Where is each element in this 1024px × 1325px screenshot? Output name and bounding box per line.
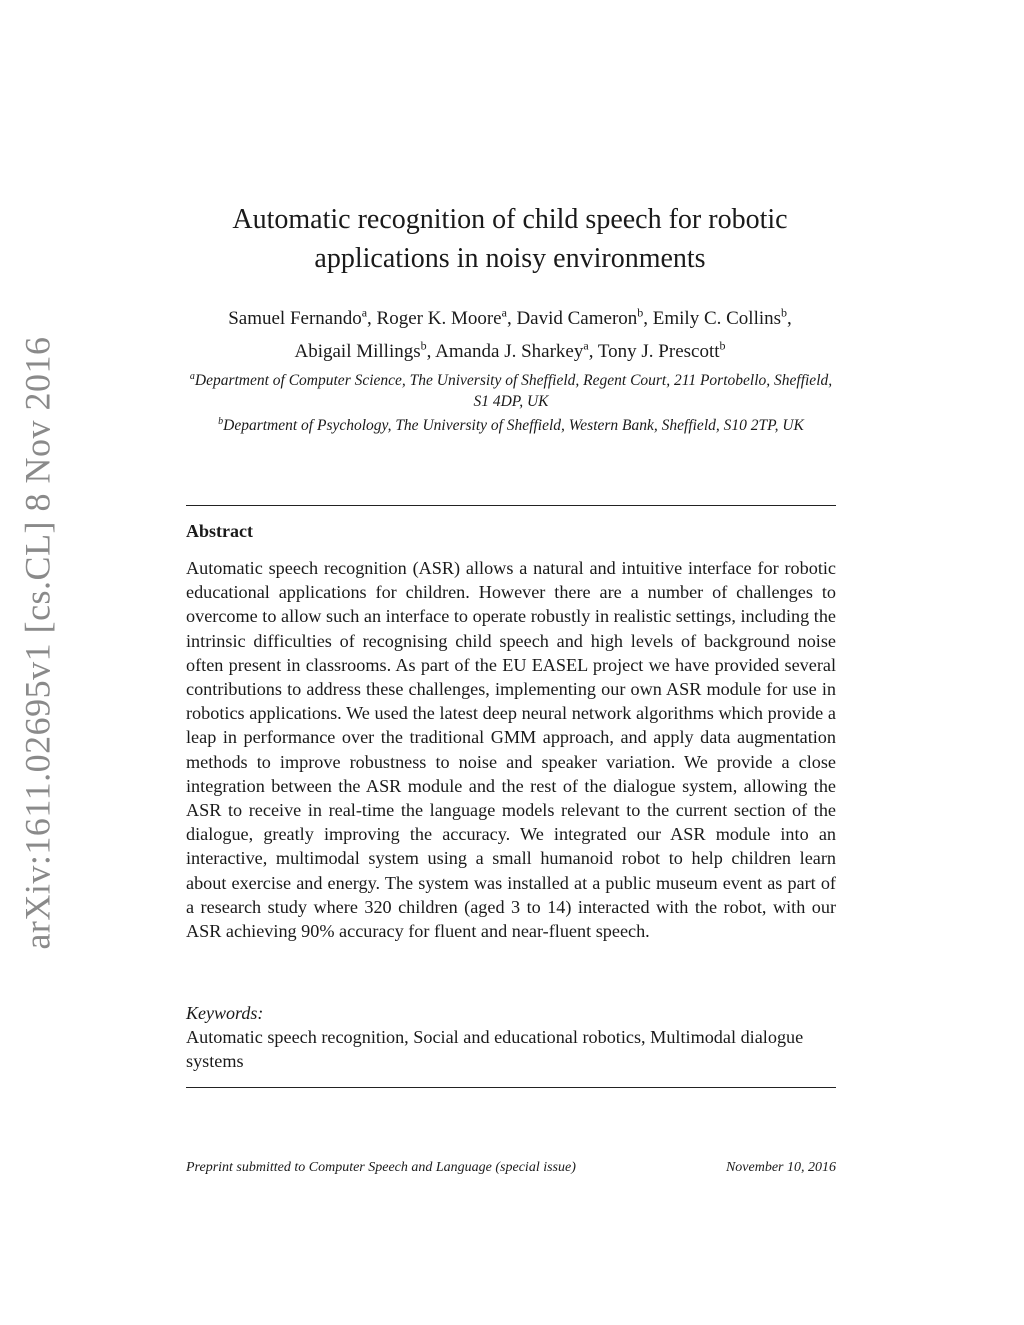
- author-2: Roger K. Moore$^a$,: [376, 306, 517, 330]
- arxiv-identifier-stamp: [10, 336, 65, 950]
- affiliations: [186, 367, 836, 437]
- footer-journal: Preprint submitted to Computer Speech and Language (special issue): [186, 1160, 576, 1175]
- preprint-footer: [186, 1160, 836, 1176]
- keywords-text: Automatic speech recognition, Social and educational robotics, Multimodal dialogue systems: [186, 1027, 804, 1071]
- abstract-top-rule: [186, 505, 836, 506]
- author-6: Amanda J. Sharkey$^a$,: [435, 338, 598, 362]
- author-5: Abigail Millings$^b$,: [294, 338, 436, 362]
- author-4: Emily C. Collins$^b$,: [652, 306, 792, 330]
- affiliation-a: $^a$Department of Computer Science, The University of Sheffield, Regent Court, 211 Portobello, Sheffield, S1 4DP, UK: [189, 371, 833, 410]
- abstract-bottom-rule: [186, 1087, 836, 1088]
- abstract-heading: Abstract: [186, 521, 253, 541]
- paper-title: Automatic recognition of child speech for robotic applications in noisy environments: [232, 204, 788, 274]
- footer-date: November 10, 2016: [725, 1160, 836, 1175]
- arxiv-identifier-text: arXiv:1611.02695v1 [cs.CL] 8 Nov 2016: [17, 336, 58, 950]
- abstract-text: Automatic speech recognition (ASR) allows a natural and intuitive interface for robotic educational applications for children. However there are a number of challenges to overcome to allow such an interface to operate robustly in realistic settings, including the intrinsic difficulties of recognising child speech and high levels of background noise often present in classrooms. As part of the EU EASEL project we have provided several contributions to address these challenges, implementing our own ASR module for use in robotics applications. We used the latest deep neural network algorithms which provide a leap in performance over the traditional GMM approach, and apply data augmentation methods to improve robustness to noise and speaker variation. We provide a close integration between the ASR module and the rest of the dialogue system, allowing the ASR to receive in real-time the language models relevant to the current section of the dialogue, greatly improving the accuracy. We integrated our ASR module into an interactive, multimodal system using a small humanoid robot to help children learn about exercise and energy. The system was installed at a public museum event as part of a research study where 320 children (aged 3 to 14) interacted with the robot, with our ASR achieving 90% accuracy for fluent and near-fluent speech.: [186, 558, 836, 942]
- keywords-label: Keywords:: [186, 1003, 264, 1023]
- affiliation-b: $^b$Department of Psychology, The University of Sheffield, Western Bank, Sheffield, S10 2TP, UK: [218, 416, 804, 435]
- author-list: [150, 300, 870, 365]
- author-3: David Cameron$^b$,: [516, 306, 653, 330]
- author-1: Samuel Fernando$^a$,: [228, 306, 377, 330]
- author-7: Tony J. Prescott$^b$: [597, 338, 726, 362]
